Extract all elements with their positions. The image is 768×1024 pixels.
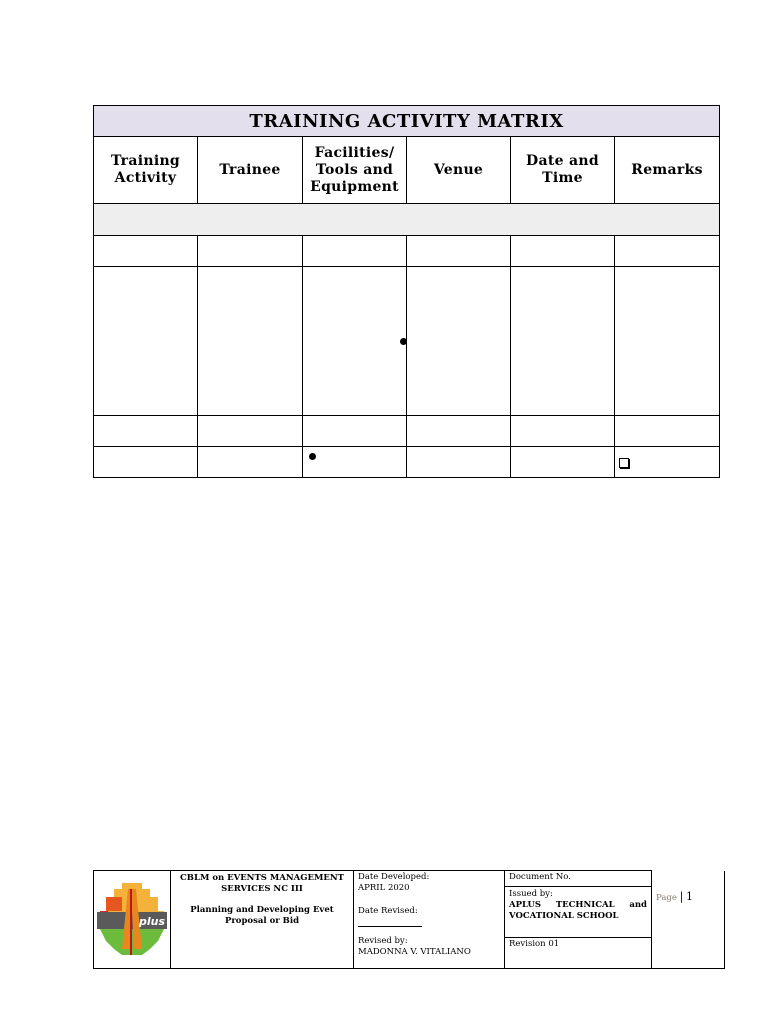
revision-cell [505, 938, 652, 969]
issued-by-line [509, 900, 647, 911]
revised-by-label: Revised by: [358, 936, 408, 946]
table-cell [407, 267, 511, 416]
table-cell [303, 416, 407, 447]
header-text: Tools and [315, 161, 394, 178]
table-cell [198, 447, 303, 478]
date-developed-value: APRIL 2020 [358, 883, 410, 893]
table-cell [94, 416, 198, 447]
dates-cell [354, 871, 505, 969]
table-cell [407, 447, 511, 478]
header-text: Date and [526, 153, 599, 169]
header-text: Time [542, 170, 583, 186]
section-band-row [94, 204, 720, 236]
aplus-logo-icon [94, 871, 170, 968]
header-text: Equipment [310, 178, 399, 195]
table-row [94, 447, 720, 478]
header-date-time [511, 137, 615, 204]
matrix-title: TRAINING ACTIVITY MATRIX [94, 106, 720, 137]
table-cell [615, 267, 720, 416]
table-cell [94, 236, 198, 267]
revised-by-value: MADONNA V. VITALIANO [358, 947, 471, 957]
issued-by-line2: VOCATIONAL SCHOOL [509, 911, 619, 921]
table-cell [94, 267, 198, 416]
course-info-cell [171, 871, 354, 969]
header-text: Training [110, 153, 181, 169]
logo-cell [94, 871, 171, 969]
document-no-label: Document No. [505, 871, 651, 887]
bullet-icon [309, 453, 316, 460]
module-title: Planning and Developing Evet Proposal or Bid [190, 905, 334, 926]
table-cell [511, 267, 615, 416]
table-cell [303, 267, 407, 416]
table-cell [303, 236, 407, 267]
table-cell [511, 447, 615, 478]
table-row [94, 416, 720, 447]
document-cell [505, 871, 652, 938]
document-footer [93, 870, 725, 969]
checkbox-icon [619, 458, 629, 468]
table-cell [511, 416, 615, 447]
table-cell [303, 447, 407, 478]
header-text: Remarks [631, 161, 703, 178]
page-number: 1 [686, 889, 694, 903]
issued-word: and [629, 900, 647, 910]
table-cell [615, 236, 720, 267]
header-remarks [615, 137, 720, 204]
table-row [94, 267, 720, 416]
logo-text: plus [139, 915, 166, 928]
table-cell [198, 267, 303, 416]
page-cell [652, 871, 725, 969]
issued-by-label: Issued by: [509, 889, 553, 899]
table-cell [615, 447, 720, 478]
header-facilities [303, 137, 407, 204]
table-cell [511, 236, 615, 267]
date-developed-label: Date Developed: [358, 872, 430, 882]
table-row [94, 236, 720, 267]
table-cell [615, 416, 720, 447]
table-cell [198, 416, 303, 447]
revision-label: Revision 01 [509, 939, 560, 949]
issued-word: APLUS [509, 900, 542, 910]
course-title: CBLM on EVENTS MANAGEMENT SERVICES NC III [180, 873, 344, 894]
header-text: Trainee [219, 161, 281, 178]
header-training-activity [94, 137, 198, 204]
page-separator: | [679, 889, 684, 903]
table-cell [407, 416, 511, 447]
table-cell [407, 236, 511, 267]
header-trainee [198, 137, 303, 204]
header-text: Facilities/ [314, 144, 395, 161]
training-activity-matrix [93, 105, 720, 478]
date-revised-line [358, 917, 422, 927]
page-label: Page [656, 892, 677, 903]
header-text: Activity [114, 170, 177, 186]
table-cell [94, 447, 198, 478]
table-cell [198, 236, 303, 267]
header-text: Venue [433, 161, 484, 178]
date-revised-label: Date Revised: [358, 906, 418, 916]
issued-word: TECHNICAL [555, 900, 615, 910]
header-venue [407, 137, 511, 204]
